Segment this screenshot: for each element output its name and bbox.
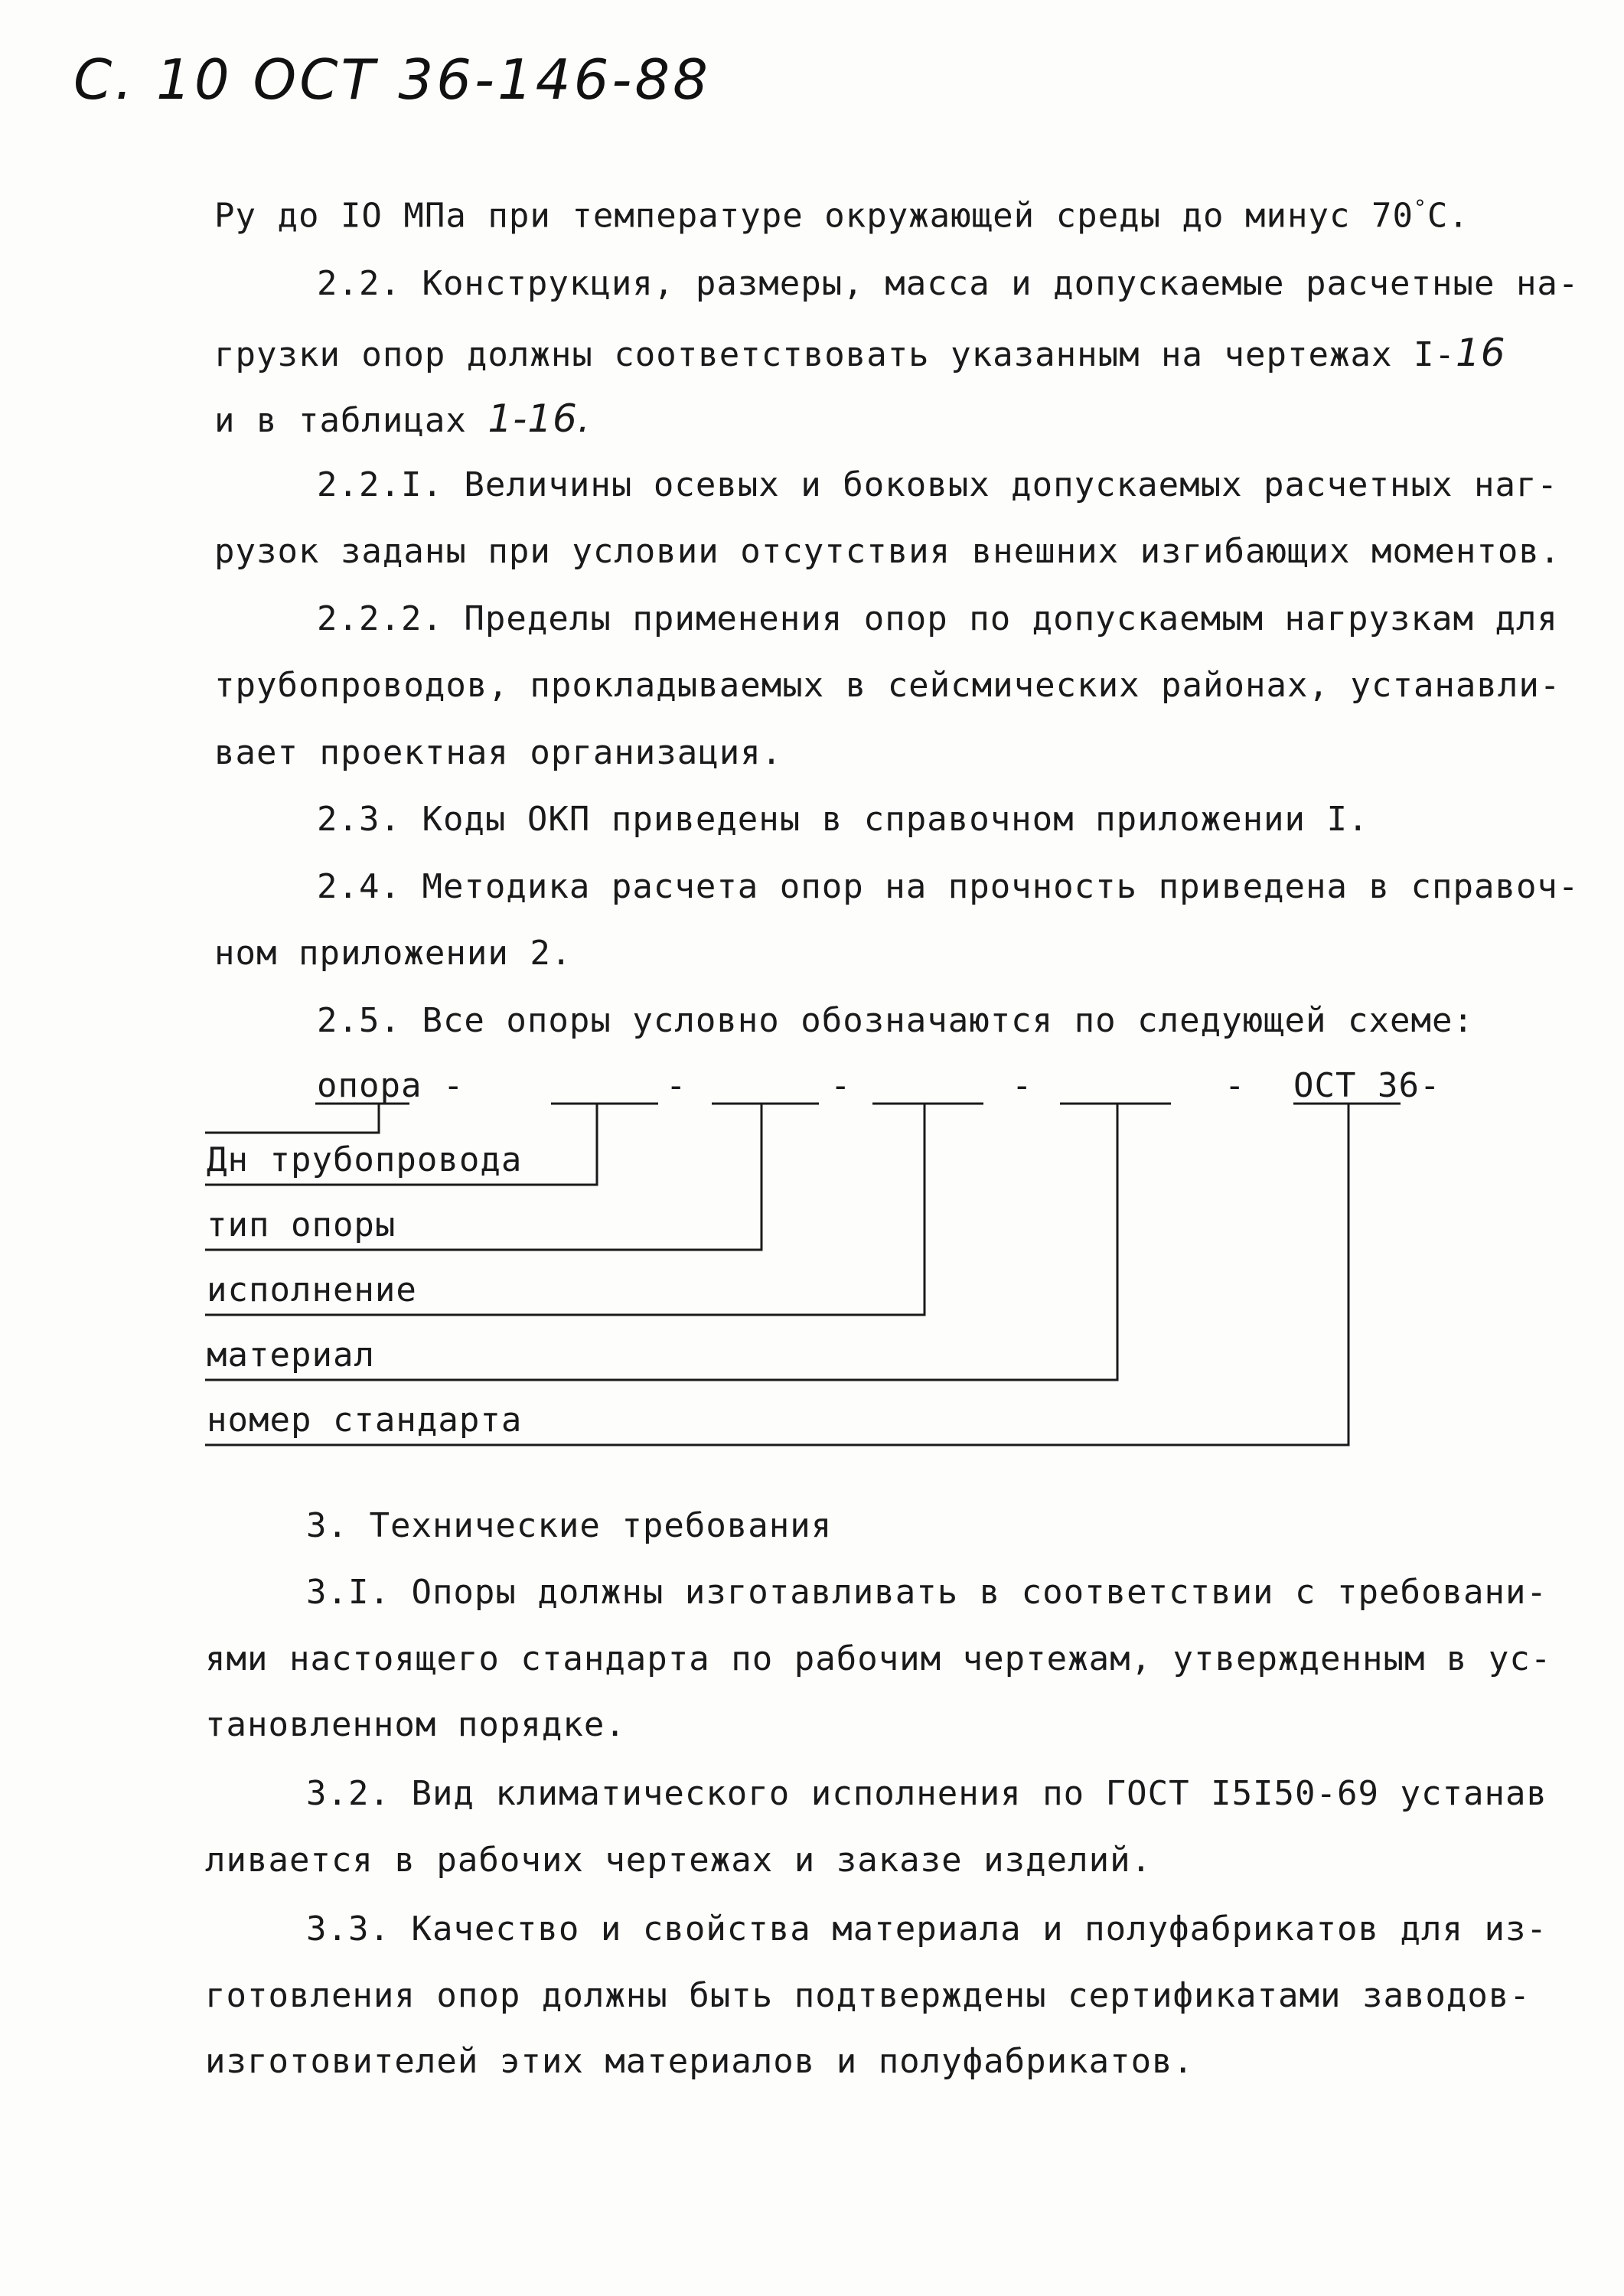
scheme-head-word: опора - (317, 1066, 465, 1105)
text-line-12: ном приложении 2. (214, 934, 572, 973)
scheme-standard: ОСТ 36- (1293, 1066, 1441, 1105)
scheme-separator-2: - (830, 1066, 852, 1105)
scheme-connector-type (205, 1104, 761, 1250)
text-line-8: трубопроводов, прокладываемых в сейсмических районах, устанавли- (214, 666, 1561, 705)
scheme-label-material: материал (207, 1336, 375, 1375)
scheme-label-standard-number: номер стандарта (207, 1401, 523, 1440)
text-line-3: грузки опор должны соответствовать указанным на чертежах I-16 (214, 331, 1506, 375)
text-line-5: 2.2.I. Величины осевых и боковых допускаемых расчетных наг- (317, 465, 1558, 504)
text-line-4: и в таблицах 1-16. (214, 396, 591, 441)
scheme-connector-dn (205, 1104, 597, 1185)
scheme-separator-1: - (666, 1066, 687, 1105)
section-3-line-3: тановленном порядке. (205, 1705, 626, 1744)
scheme-separator-3: - (1012, 1066, 1033, 1105)
scheme-label-version: исполнение (207, 1270, 417, 1309)
section-3-line-1: 3.I. Опоры должны изготавливать в соответствии с требовани- (306, 1573, 1547, 1612)
section-3-line-2: ями настоящего стандарта по рабочим чертежам, утвержденным в ус- (205, 1639, 1552, 1678)
section-3-line-4: 3.2. Вид климатического исполнения по ГОСТ I5I50-69 устанав (306, 1774, 1547, 1813)
text-line-13: 2.5. Все опоры условно обозначаются по следующей схеме: (317, 1001, 1474, 1040)
scheme-connector-version (205, 1104, 925, 1315)
scheme-connector-standard (205, 1104, 1348, 1445)
scheme-label-type: тип опоры (207, 1205, 396, 1244)
text-line-11: 2.4. Методика расчета опор на прочность приведена в справоч- (317, 867, 1580, 906)
text-line-7: 2.2.2. Пределы применения опор по допускаемым нагрузкам для (317, 599, 1558, 638)
handwritten-page-header: С. 10 ОСТ 36-146-88 (73, 47, 711, 112)
scheme-connector-material (205, 1104, 1117, 1380)
text-line-2: 2.2. Конструкция, размеры, масса и допускаемые расчетные на- (317, 264, 1580, 303)
section-3-line-7: готовления опор должны быть подтверждены сертификатами заводов- (205, 1976, 1531, 2015)
text-line-1: Ру до IO МПа при температуре окружающей среды до минус 70°С. (214, 195, 1469, 236)
scheme-label-dn: Дн трубопровода (207, 1140, 523, 1179)
scheme-connector-head (205, 1104, 379, 1133)
scheme-separator-4: - (1225, 1066, 1246, 1105)
section-3-line-5: ливается в рабочих чертежах и заказе изделий. (205, 1841, 1153, 1880)
text-line-6: рузок заданы при условии отсутствия внешних изгибающих моментов. (214, 532, 1561, 571)
section-3-heading: 3. Технические требования (306, 1506, 833, 1545)
section-3-line-8: изготовителей этих материалов и полуфабрикатов. (205, 2042, 1195, 2081)
section-3-line-6: 3.3. Качество и свойства материала и полуфабрикатов для из- (306, 1910, 1547, 1949)
text-line-9: вает проектная организация. (214, 733, 783, 772)
text-line-10: 2.3. Коды ОКП приведены в справочном приложении I. (317, 800, 1369, 839)
